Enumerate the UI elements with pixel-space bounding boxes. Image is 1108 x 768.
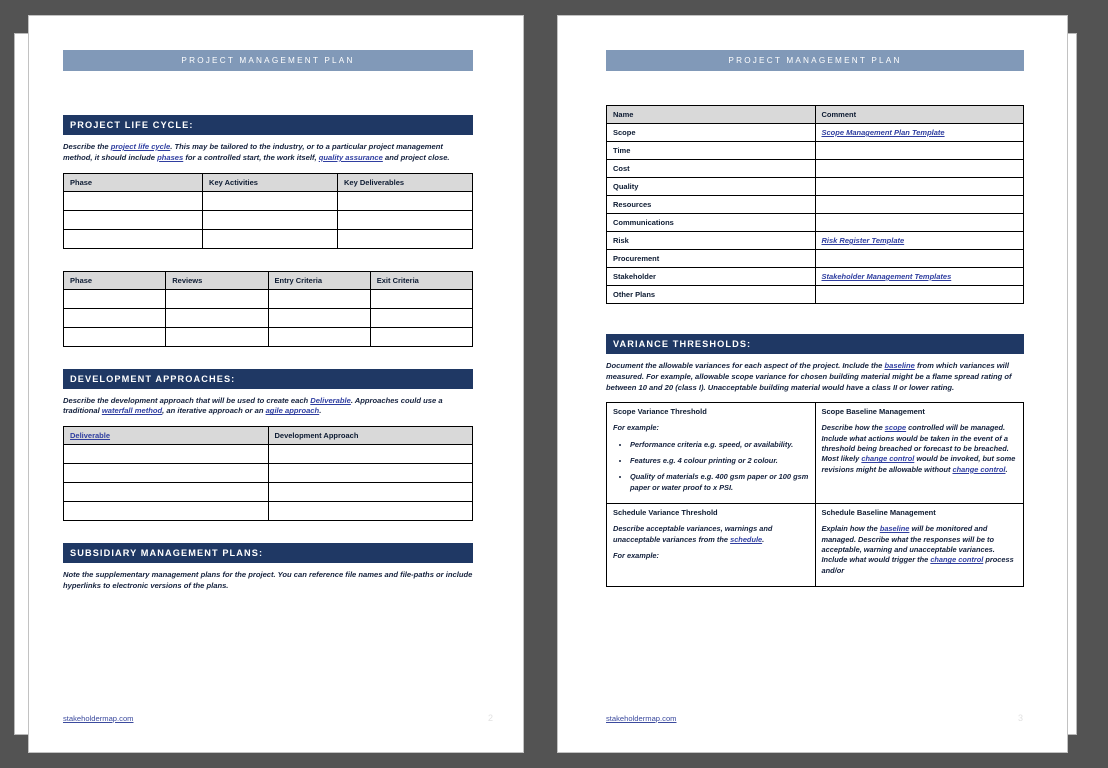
column-header: Key Activities bbox=[203, 173, 338, 191]
column-header-link[interactable]: Deliverable bbox=[70, 431, 111, 441]
plan-name-cell[interactable]: Communications bbox=[607, 214, 816, 232]
variance-threshold-title: Scope Variance Threshold bbox=[613, 407, 707, 417]
table-row[interactable] bbox=[607, 142, 1024, 160]
variance-threshold-cell[interactable] bbox=[607, 403, 816, 504]
table-row[interactable] bbox=[607, 286, 1024, 304]
table-row[interactable] bbox=[64, 327, 473, 346]
baseline-management-paragraph bbox=[822, 423, 1018, 475]
table-cell[interactable] bbox=[64, 229, 203, 248]
table-cell[interactable] bbox=[268, 445, 473, 464]
plan-comment-cell[interactable] bbox=[815, 178, 1024, 196]
table-cell[interactable] bbox=[268, 308, 370, 327]
table-cell[interactable] bbox=[64, 191, 203, 210]
inline-hyperlink[interactable]: change control bbox=[930, 555, 984, 565]
variance-threshold-lead-in: For example: bbox=[613, 550, 660, 560]
table-cell[interactable] bbox=[370, 308, 472, 327]
table-row[interactable] bbox=[64, 445, 473, 464]
inline-hyperlink[interactable]: Deliverable bbox=[310, 395, 351, 405]
list-item: • Quality of materials e.g. 400 gsm paper or 100 gsm paper or water proof to x PSI. bbox=[630, 472, 809, 493]
variance-threshold-paragraph bbox=[613, 524, 809, 545]
inline-text: for a controlled start, the work itself, bbox=[183, 152, 319, 162]
section-intro-variance-thresholds bbox=[606, 361, 1024, 393]
table-cell[interactable] bbox=[338, 229, 473, 248]
page-number: 3 bbox=[1017, 713, 1023, 723]
plan-comment-cell[interactable] bbox=[815, 160, 1024, 178]
table-cell[interactable] bbox=[64, 445, 269, 464]
table-deliverables[interactable] bbox=[63, 426, 473, 521]
table-row[interactable] bbox=[607, 178, 1024, 196]
table-cell[interactable] bbox=[64, 210, 203, 229]
page-number: 2 bbox=[487, 713, 493, 723]
inline-text: controlled will be managed. Include what actions would be taken in the event of a threshold being breached or forecast to be breached. Most likely bbox=[821, 423, 1009, 464]
variance-threshold-cell[interactable] bbox=[607, 504, 816, 587]
baseline-management-cell[interactable] bbox=[815, 403, 1024, 504]
table-cell[interactable] bbox=[370, 289, 472, 308]
inline-text: Explain how the bbox=[821, 524, 880, 534]
table-cell[interactable] bbox=[64, 502, 269, 521]
inline-text: . This may be tailored to the industry, or to a particular project management method, it should include bbox=[63, 142, 443, 162]
plan-comment-cell[interactable] bbox=[815, 214, 1024, 232]
inline-hyperlink[interactable]: scope bbox=[884, 423, 907, 433]
footer-site-link[interactable]: stakeholdermap.com bbox=[606, 714, 677, 723]
inline-text: , an iterative approach or an bbox=[162, 406, 266, 416]
column-header: Phase bbox=[64, 271, 166, 289]
table-subsidiary-management-plans[interactable] bbox=[606, 105, 1024, 304]
table-cell[interactable] bbox=[166, 327, 268, 346]
list-item: • Features e.g. 4 colour printing or 2 colour. bbox=[630, 456, 809, 466]
table-row[interactable] bbox=[607, 403, 1024, 504]
section-intro-subsidiary-management-plans bbox=[63, 570, 473, 592]
inline-text: . Approaches could use a traditional bbox=[63, 395, 443, 416]
table-header-row bbox=[64, 427, 473, 445]
table-header-row bbox=[607, 106, 1024, 124]
plan-name-cell[interactable]: Time bbox=[607, 142, 816, 160]
table-row[interactable] bbox=[64, 191, 473, 210]
table-body bbox=[64, 289, 473, 346]
table-row[interactable] bbox=[607, 504, 1024, 587]
section-intro-project-life-cycle bbox=[63, 142, 473, 164]
table-row[interactable] bbox=[64, 502, 473, 521]
inline-hyperlink[interactable]: change control bbox=[952, 464, 1006, 474]
inline-hyperlink[interactable]: schedule bbox=[730, 534, 763, 544]
inline-text: Describe the development approach that will be used to create each bbox=[63, 395, 311, 405]
inline-hyperlink[interactable]: waterfall method bbox=[101, 406, 163, 416]
column-header: Exit Criteria bbox=[370, 271, 472, 289]
left-page-stack bbox=[14, 15, 524, 753]
table-cell[interactable] bbox=[268, 502, 473, 521]
table-body bbox=[64, 445, 473, 521]
plan-name-cell[interactable]: Cost bbox=[607, 160, 816, 178]
table-row[interactable] bbox=[607, 232, 1024, 250]
table-row[interactable] bbox=[64, 464, 473, 483]
plan-comment-cell[interactable]: Stakeholder Management Templates bbox=[815, 268, 1024, 286]
table-cell[interactable] bbox=[64, 308, 166, 327]
table-cell[interactable] bbox=[166, 289, 268, 308]
page-running-header-right: PROJECT MANAGEMENT PLAN bbox=[606, 50, 1024, 71]
section-heading-project-life-cycle: PROJECT LIFE CYCLE: bbox=[63, 115, 473, 135]
table-header-row bbox=[64, 271, 473, 289]
table-body bbox=[64, 191, 473, 248]
table-cell[interactable] bbox=[203, 210, 338, 229]
table-cell[interactable] bbox=[64, 464, 269, 483]
inline-hyperlink[interactable]: change control bbox=[861, 454, 915, 464]
inline-text: from which variances will measured. For example, allowable scope variance for chosen building material might be a flame spread rating of between 10 and 20 (class I). Unacceptable building material would have a class II or lower rating. bbox=[606, 361, 1012, 392]
table-row[interactable] bbox=[607, 124, 1024, 142]
inline-text: Note the supplementary management plans for the project. You can reference file names and file-paths or include hyperlinks to electronic versions of the plans. bbox=[63, 570, 473, 590]
plan-name-cell[interactable]: Stakeholder bbox=[607, 268, 816, 286]
table-row[interactable] bbox=[607, 250, 1024, 268]
plan-name-cell[interactable]: Procurement bbox=[607, 250, 816, 268]
variance-threshold-lead-in: For example: bbox=[613, 423, 660, 433]
baseline-management-title: Scope Baseline Management bbox=[821, 407, 925, 417]
table-row[interactable] bbox=[64, 308, 473, 327]
plan-name-cell[interactable]: Quality bbox=[607, 178, 816, 196]
inline-text: process and/or bbox=[821, 555, 1014, 575]
inline-hyperlink[interactable]: quality assurance bbox=[318, 152, 383, 162]
plan-name-cell[interactable]: Risk bbox=[607, 232, 816, 250]
section-heading-variance-thresholds: VARIANCE THRESHOLDS: bbox=[606, 334, 1024, 354]
table-row[interactable] bbox=[607, 214, 1024, 232]
inline-text: would be invoked, but some revisions might be allowable without bbox=[821, 454, 1016, 474]
table-cell[interactable] bbox=[338, 191, 473, 210]
table-row[interactable] bbox=[607, 160, 1024, 178]
column-header: Reviews bbox=[166, 271, 268, 289]
inline-text: will be monitored and managed. Describe what the responses will be to acceptable, warning and unacceptable variances. Include what would trigger the bbox=[821, 524, 995, 565]
column-header-comment: Comment bbox=[815, 106, 1024, 124]
inline-text: Describe the bbox=[63, 142, 111, 151]
plan-name-cell[interactable]: Scope bbox=[607, 124, 816, 142]
table-body bbox=[607, 403, 1024, 587]
baseline-management-title: Schedule Baseline Management bbox=[821, 508, 936, 518]
page-running-header-left: PROJECT MANAGEMENT PLAN bbox=[63, 50, 473, 71]
right-page-stack bbox=[557, 15, 1087, 753]
plan-name-cell[interactable]: Resources bbox=[607, 196, 816, 214]
inline-hyperlink[interactable]: baseline bbox=[879, 524, 910, 534]
table-cell[interactable] bbox=[64, 327, 166, 346]
table-cell[interactable] bbox=[268, 483, 473, 502]
table-cell[interactable] bbox=[268, 289, 370, 308]
column-header: Key Deliverables bbox=[338, 173, 473, 191]
table-row[interactable] bbox=[607, 196, 1024, 214]
table-variance-thresholds[interactable] bbox=[606, 402, 1024, 587]
inline-text: . bbox=[762, 534, 765, 544]
page-footer-right bbox=[606, 713, 1023, 723]
table-body bbox=[607, 124, 1024, 304]
inline-hyperlink[interactable]: agile approach bbox=[265, 406, 320, 416]
baseline-management-paragraph bbox=[822, 524, 1018, 576]
plan-comment-cell[interactable] bbox=[815, 142, 1024, 160]
table-phase-reviews[interactable] bbox=[63, 271, 473, 347]
plan-comment-cell[interactable]: Risk Register Template bbox=[815, 232, 1024, 250]
document-page-2[interactable] bbox=[28, 15, 524, 753]
section-intro-development-approaches bbox=[63, 396, 473, 418]
column-header: Development Approach bbox=[268, 427, 473, 445]
page-footer-left bbox=[63, 713, 493, 723]
table-cell[interactable] bbox=[268, 464, 473, 483]
table-row[interactable] bbox=[64, 483, 473, 502]
table-row[interactable] bbox=[64, 210, 473, 229]
table-cell[interactable] bbox=[203, 229, 338, 248]
footer-site-link[interactable]: stakeholdermap.com bbox=[63, 714, 134, 723]
table-row[interactable] bbox=[64, 229, 473, 248]
column-header: Phase bbox=[64, 173, 203, 191]
inline-text: Describe acceptable variances, warnings and unacceptable variances from the bbox=[613, 524, 773, 544]
baseline-management-cell[interactable] bbox=[815, 504, 1024, 587]
table-project-life-cycle[interactable] bbox=[63, 173, 473, 249]
variance-threshold-title: Schedule Variance Threshold bbox=[613, 508, 718, 518]
inline-text: and project close. bbox=[382, 152, 450, 162]
inline-text: Describe how the bbox=[821, 423, 885, 433]
column-header-name: Name bbox=[607, 106, 816, 124]
table-cell[interactable] bbox=[203, 191, 338, 210]
inline-text: . bbox=[319, 406, 322, 416]
inline-hyperlink[interactable]: baseline bbox=[884, 361, 915, 370]
document-page-3[interactable] bbox=[557, 15, 1068, 753]
table-cell[interactable] bbox=[64, 483, 269, 502]
plan-comment-cell[interactable] bbox=[815, 196, 1024, 214]
plan-comment-cell[interactable] bbox=[815, 250, 1024, 268]
table-cell[interactable] bbox=[370, 327, 472, 346]
variance-threshold-bullet-list bbox=[613, 440, 809, 493]
table-cell[interactable] bbox=[64, 289, 166, 308]
table-cell[interactable] bbox=[268, 327, 370, 346]
section-heading-development-approaches: DEVELOPMENT APPROACHES: bbox=[63, 369, 473, 389]
list-item: • Performance criteria e.g. speed, or availability. bbox=[630, 440, 809, 450]
table-cell[interactable] bbox=[338, 210, 473, 229]
column-header: Entry Criteria bbox=[268, 271, 370, 289]
column-header-deliverable bbox=[64, 427, 269, 445]
plan-comment-cell[interactable] bbox=[815, 286, 1024, 304]
table-row[interactable] bbox=[64, 289, 473, 308]
inline-hyperlink[interactable]: phases bbox=[157, 152, 184, 162]
inline-text: . bbox=[1005, 464, 1008, 474]
table-cell[interactable] bbox=[166, 308, 268, 327]
plan-name-cell[interactable]: Other Plans bbox=[607, 286, 816, 304]
table-header-row bbox=[64, 173, 473, 191]
table-row[interactable] bbox=[607, 268, 1024, 286]
section-heading-subsidiary-management-plans: SUBSIDIARY MANAGEMENT PLANS: bbox=[63, 543, 473, 563]
inline-text: Document the allowable variances for each aspect of the project. Include the bbox=[606, 361, 885, 370]
plan-comment-cell[interactable]: Scope Management Plan Template bbox=[815, 124, 1024, 142]
inline-hyperlink[interactable]: project life cycle bbox=[110, 142, 171, 151]
